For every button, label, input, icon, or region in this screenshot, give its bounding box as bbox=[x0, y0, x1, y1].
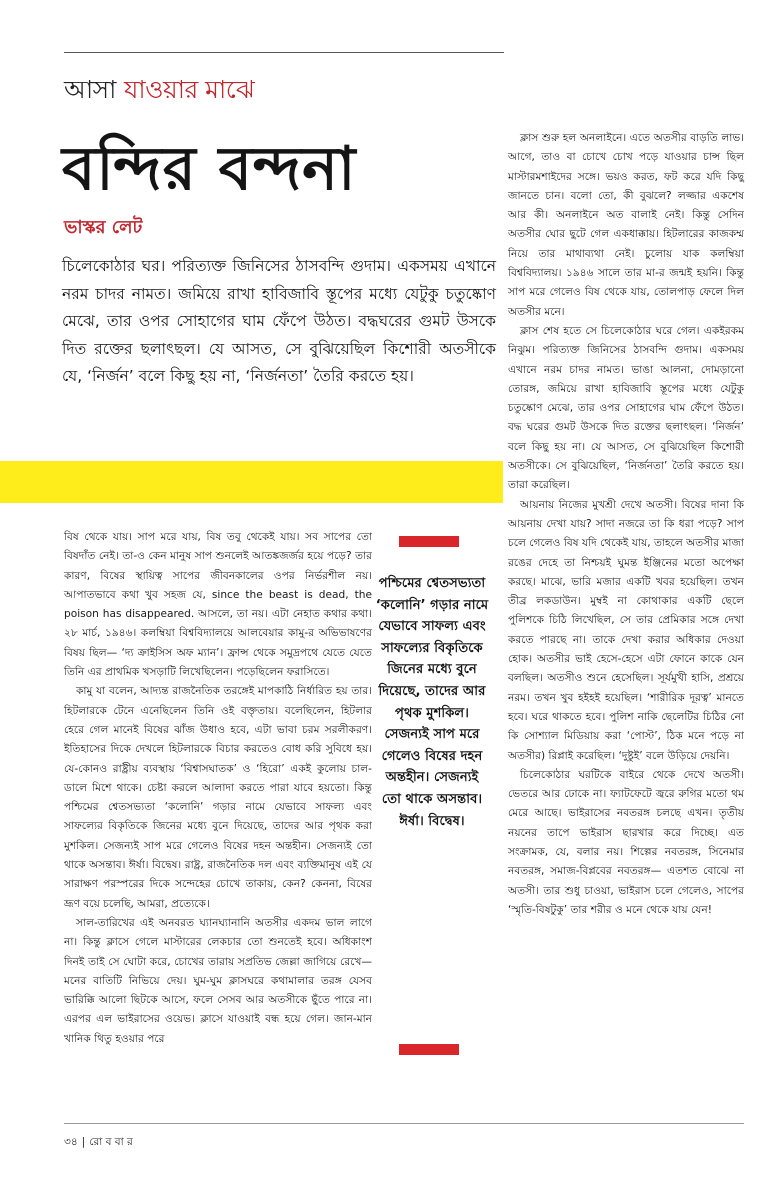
pullquote-top-bar bbox=[399, 536, 459, 547]
magazine-name: রো ব বা র bbox=[89, 1136, 133, 1148]
footer-rule bbox=[64, 1123, 744, 1124]
author-byline: ভাস্কর লেট bbox=[64, 217, 143, 238]
series-top-rule bbox=[64, 52, 504, 53]
intro-text: চিলেকোঠার ঘর। পরিত্যক্ত জিনিসের ঠাসবন্দি গুদাম। একসময় এখানে নরম চাদর নামত। জমিয়ে রাখা হাবিজাবি স্তূপের মধ্যে যেটুকু চতুষ্কোণ মেঝে, তার ওপর সোহাগের ঘাম ফেঁপে উঠত। বদ্ধঘরের গুমট উসকে দিত রক্তের ছলাৎছল। যে আসত, সে বুঝিয়েছিল কিশোরী অতসীকে যে, ‘নির্জন’ বলে কিছু হয় না, ‘নির্জনতা’ তৈরি করতে হয়। bbox=[62, 257, 496, 385]
left-paragraph-2: কামু যা বলেন, আদ্যন্ত রাজনৈতিক তরঙ্গেই মাপকাঠি নির্ধারিত হয় তার। হিটলারকে টেনে এনেছিলেন তিনি ওই বক্তৃতায়। বলেছিলেন, হিটলার হেরে গেল মানেই বিষের ঝাঁজ উধাও হবে, এটা ভাবা চরম সরলীকরণ। ইতিহাসের দিকে দেখলে হিটলারকে বিচার করতেও বোধ করি সুবিধে হয়। যে-কোনও রাষ্ট্রীয় ব্যবস্থায় ‘বিশ্বাসঘাতক’ ও ‘হিরো’ একই কুলোয় চাল-ডালে মিশে থাকে। চেষ্টা করলে আলাদা করতে পারা যাবে হয়তো। কিন্তু পশ্চিমের শ্বেতসভ্যতা ‘কলোনি’ গড়ার নামে যেভাবে সাফল্য এবং সাফল্যের বিকৃতিকে জিনের মধ্যে বুনে দিয়েছে, তাদের আর পৃথক করা মুশকিল। সেজন্যই সাপ মরে গেলেও বিষের দহন অন্তহীন। সেজন্যই তো থাকে অসন্তাব। ঈর্ষা। বিদ্বেষ। রাষ্ট্র, রাজনৈতিক দল এবং ব্যক্তিমানুষ এই যে সারাক্ষণ পরস্পরের দিকে সন্দেহের চোখে তাকায়, কেন? কেননা, বিষের ভ্রূণ বয়ে চলেছি, আমরা, প্রত্যেকে। bbox=[64, 685, 372, 910]
series-title-part1: আসা bbox=[64, 75, 116, 104]
intro-paragraph bbox=[62, 253, 496, 391]
yellow-accent-band bbox=[0, 461, 503, 503]
pullquote-text: পশ্চিমের শ্বেতসভ্যতা ‘কলোনি’ গড়ার নামে যেভাবে সাফল্য এবং সাফল্যের বিকৃতিকে জিনের মধ্যে বুনে দিয়েছে, তাদের আর পৃথক মুশকিল। সেজন্যই সাপ মরে গেলেও বিষের দহন অন্তহীন। সেজন্যই তো থাকে অসন্তাব। ঈর্ষা। বিদ্বেষ। bbox=[375, 576, 489, 829]
page-number: ৩৪ bbox=[64, 1136, 78, 1148]
right-paragraph-4: চিলেকোঠার ঘরটিকে বাইরে থেকে দেখে অতসী। ভেতরে আর ঢোকে না। ফ্যাটফেটে জ্বরে রুগির মতো থম মেরে আছে। ভাইরাসের নবতরঙ্গ চলছে এখন। তৃতীয় নয়নের তাপে ভাইরাস ছারখার করে দিচ্ছে। এত সংক্রামক, যে, বলার নয়। শিল্পের নবতরঙ্গ, সিনেমার নবতরঙ্গ, সমাজ-বিপ্লবের নবতরঙ্গ— এতশত বোঝে না অতসী। তার শুধু চাওয়া, ভাইরাস চলে গেলেও, সাপের ‘স্মৃতি-বিষটুকু’ তার শরীর ও মনে থেকে যায় যেন! bbox=[508, 768, 744, 916]
right-column bbox=[508, 129, 744, 920]
right-paragraph-2: ক্লাস শেষ হতে সে চিলেকোঠার ঘরে গেল। একইরকম নিঝুম। পরিত্যক্ত জিনিসের ঠাসবন্দি গুদাম। একসময় এখানে নরম চাদর নামত। ভাঙা আলনা, দোমড়ানো তোরঙ্গ, জমিয়ে রাখা হাবিজাবি স্তূপের মধ্যে যেটুকু চতুষ্কোণ মেঝে, তার ওপর সোহাগের ঘাম ফেঁপে উঠত। বদ্ধ ঘরের গুমট উসকে দিত রক্তের ছলাৎছল। ‘নির্জন’ বলে কিছু হয় না। যে আসত, সে বুঝিয়েছিল কিশোরী অতসীকে। সে বুঝিয়েছিল, ‘নির্জনতা’ তৈরি করতে হয়। তারা করেছিল। bbox=[508, 324, 744, 492]
left-paragraph-3: সাল-তারিখের এই অনবরত ঘ্যানঘ্যানানি অতসীর একদম ভাল লাগে না। কিন্তু ক্লাসে গেলে মাস্টারের লেকচার তো শুনতেই হবে। অধিকাংশ দিনই তাই সে ঘোটা করে, চোখের তারায় সপ্রতিভ জেল্লা জাগিয়ে রেখে— মনের বাতিটি নিভিয়ে দেয়। ঘুম-ঘুম ক্লাসঘরে কথামালার তরঙ্গ যেসব ভারিক্কি আলো ছিটকে আসে, ফলে সেসব আর অতসীকে ছুঁতে পারে না। এরপর এল ভাইরাসের ওয়েভ। ক্লাসে যাওয়াই বন্ধ হয়ে গেল। জান-মান খানিক থিতু হওয়ার পরে bbox=[64, 916, 372, 1045]
right-paragraph-3: আয়নায় নিজের মুখশ্রী দেখে অতসী। বিষের দানা কি আয়নায় দেখা যায়? সাদা নজরে তা কি ধরা পড়ে? সাপ চলে গেলেও বিষ যদি থেকেই যায়, তাহলে অতসীর মাজা রঙের দেহে তা নিশ্চয়ই ঘুমন্ত ইঞ্জিনের মতো অপেক্ষা করছে। মাঝে, ভারি মজার একটি খবর হয়েছিল। তখন তীব্র লকডাউন। মুম্বই না কোথাকার একটি ছেলে পুলিশকে চিঠি লিখেছিল, সে তার প্রেমিকার সঙ্গে দেখা করতে পারছে না। তাকে দেখা করার অধিকার দেওয়া হোক। অতসীর ভাই হেসে-হেসে এটা ফোনে কাকে যেন বলছিল। অতসীও শুনে হেসেছিল। সূর্যমুখী হাসি, প্রশ্রয়ে নরম। তখন খুব হইহই হয়েছিল। ‘শারীরিক দূরত্ব’ মানতে হবে। ঘরে থাকতে হবে। পুলিশ নাকি ছেলেটির চিঠির নো কি সোশ্যাল মিডিয়ায় করা ‘পোস্ট’, ঠিক মনে পড়ে না অতসীর) রিপ্লাই করেছিল। ‘দুষ্টুই’ বলে উড়িয়ে দেয়নি। bbox=[508, 498, 744, 762]
page-footer bbox=[64, 1135, 133, 1152]
right-paragraph-1: ক্লাস শুরু হল অনলাইনে। এতে অতসীর বাড়তি লাভ। আগে, তাও বা চোখে চোখ পড়ে যাওয়ার চান্স ছিল মাস্টারমশাইদের সঙ্গে। ভয়ও করত, ফট করে যদি কিছু জানতে চান। বলো তো, কী বুঝলে? লজ্জার একশেষ আর কী। অনলাইনে অত বালাই নেই। কিন্তু সেদিন অতসীর ঘোর ছুটে গেল একধাক্কায়। হিটলারের কাজকম্ম নিয়ে তার মাথাব্যথা নেই। চুলোয় যাক কলম্বিয়া বিশ্ববিদ্যালয়। ১৯৪৬ সালে তার মা-র জন্মই হয়নি। কিন্তু সাপ মরে গেলেও বিষ থেকে যায়, তোলপাড় ফেলে দিল অতসীর মনে। bbox=[508, 132, 744, 318]
left-column bbox=[64, 528, 372, 1049]
series-title-part2: যাওয়ার মাঝে bbox=[123, 75, 255, 104]
series-title bbox=[64, 70, 254, 113]
left-paragraph-1: বিষ থেকে যায়। সাপ মরে যায়, বিষ তবু থেকেই যায়। সব সাপের তো বিষদাঁত নেই। তা-ও কেন মানুষ সাপ শুনলেই আতঙ্কজর্জর হয়ে পড়ে? তার কারণ, বিষের স্থায়িত্ব সাপের জীবনকালের ওপর নির্ভরশীল নয়। আপাতভাবে কথা খুব সহজ যে, since the beast is dead, the poison has disappeared. আসলে, তা নয়। এটা নেহাত কথার কথা। ২৮ মার্চ, ১৯৪৬। কলম্বিয়া বিশ্ববিদ্যালয়ে আলবেয়ার কামু-র অভিভাষণের বিষয় ছিল— ‘দ্য ক্রাইসিস অফ ম্যান’। ফ্রান্স থেকে সমুদ্রপথে যেতে যেতে তিনি এর প্রাথমিক খসড়াটি লিখেছিলেন। পড়েছিলেন ফরাসিতে। bbox=[64, 531, 372, 679]
article-headline: বন্দির বন্দনা bbox=[62, 134, 357, 204]
pullquote bbox=[374, 573, 490, 832]
pullquote-bottom-bar bbox=[399, 1044, 459, 1055]
footer-separator: | bbox=[81, 1136, 86, 1148]
